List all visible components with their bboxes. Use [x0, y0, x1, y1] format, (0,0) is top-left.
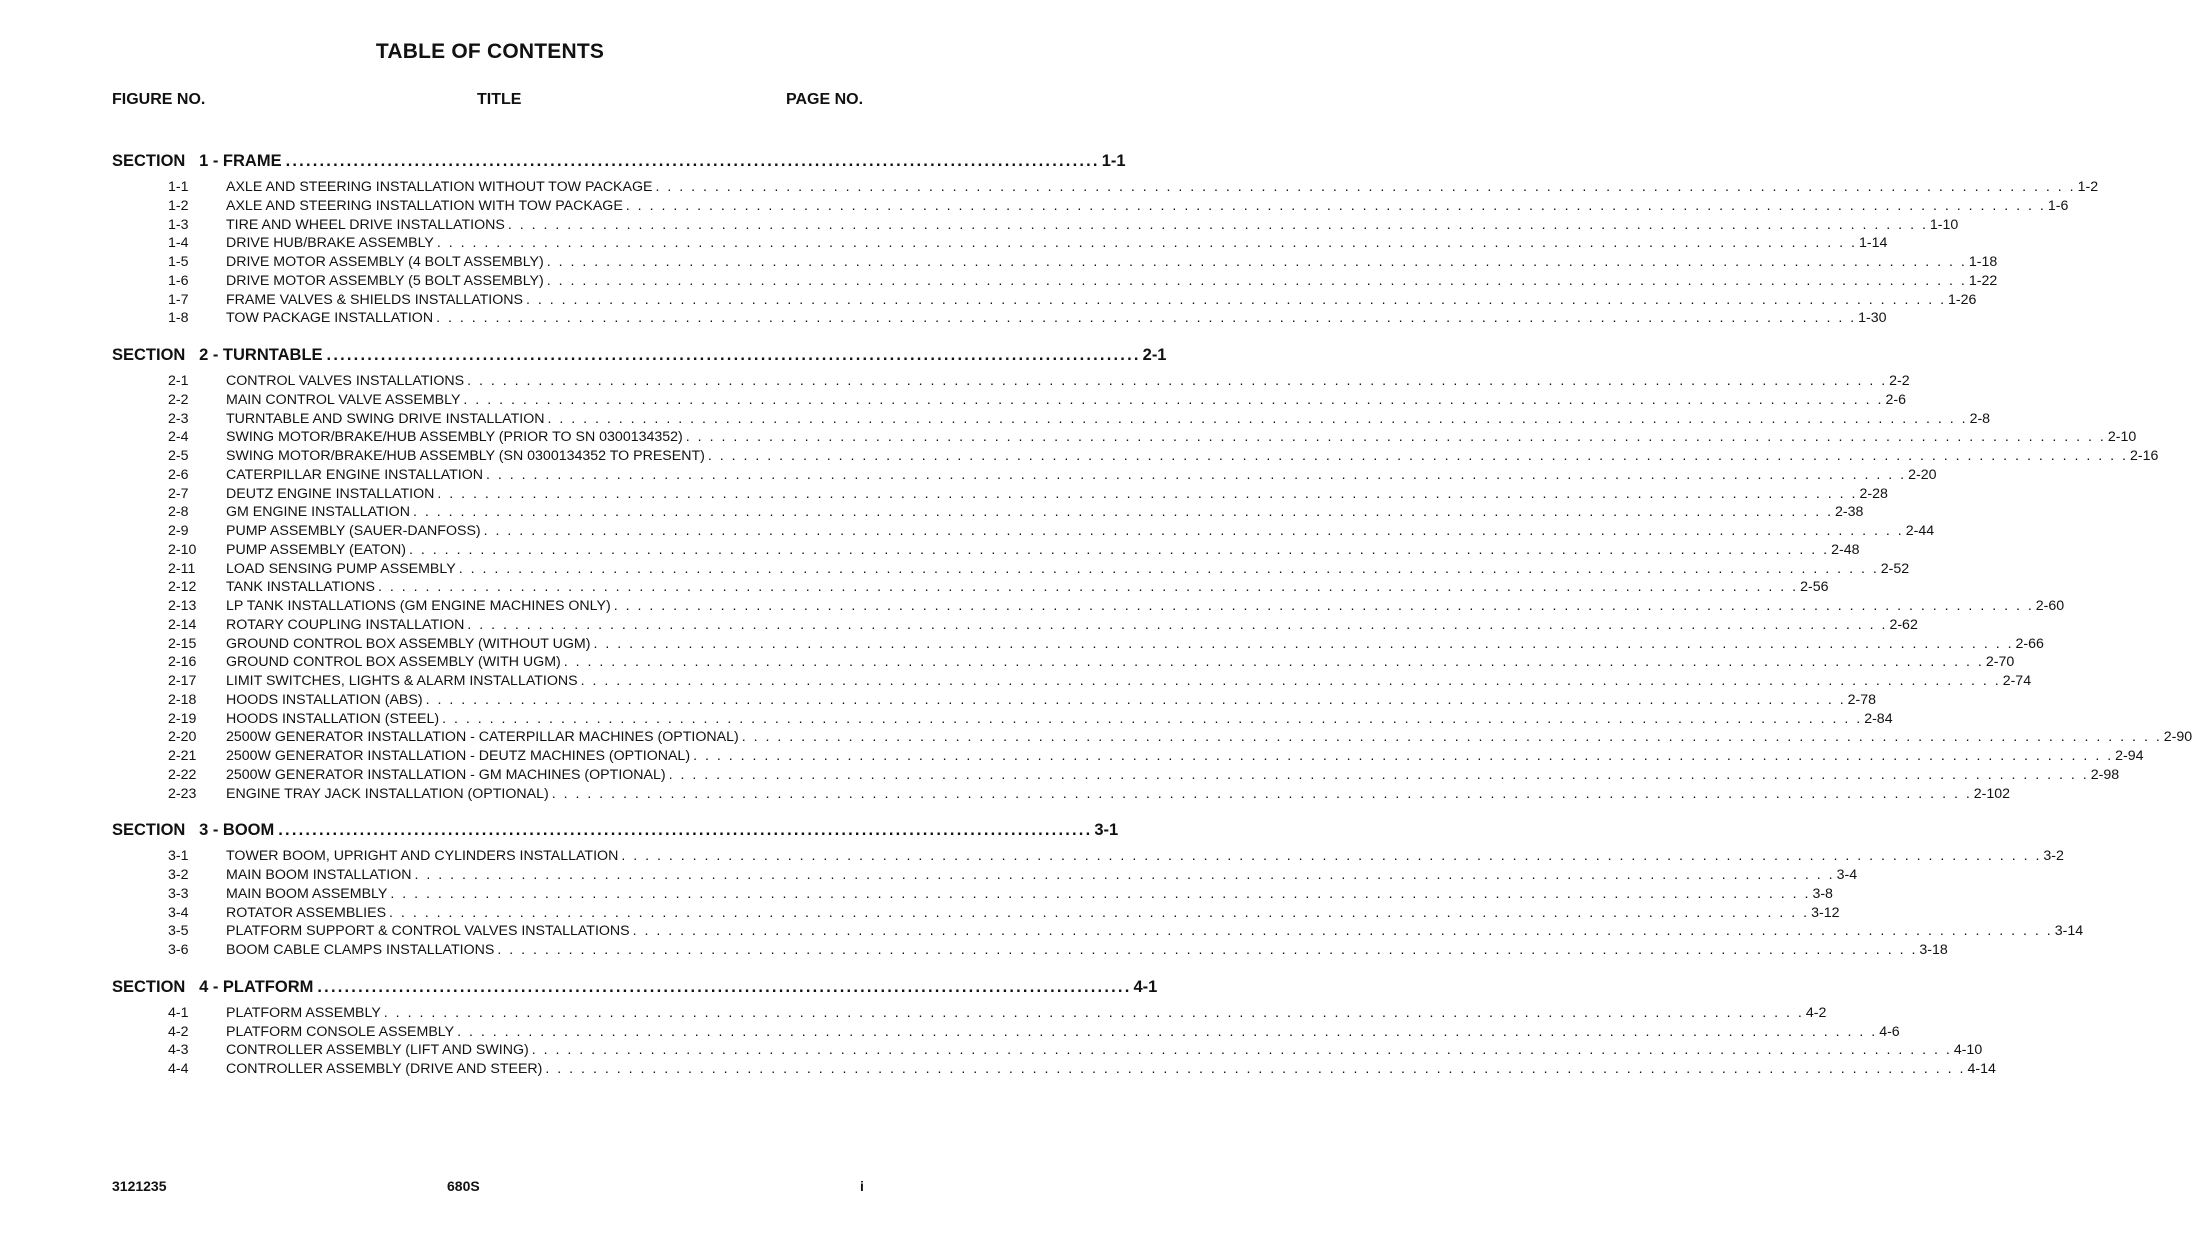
footer-model: 680S: [447, 1178, 480, 1194]
entry-title: MAIN CONTROL VALVE ASSEMBLY: [226, 391, 461, 408]
entry-page: 3-18: [1919, 942, 1948, 958]
entry-page: 2-2: [1889, 373, 1910, 389]
toc-entry[interactable]: [112, 766, 2120, 786]
section-heading[interactable]: [112, 346, 1167, 368]
figure-number: 2-20: [168, 729, 197, 746]
dot-leader: . . . . . . . . . . . . . . . . . . . . . . . . . . . . . . . . . . . . . . . . . . . . . . . . . . . . . . . . . . . . . . . . . . . . . . . . . . . . . . . . . . . . . . . . . . . . . . . . . . . . . . . . . . . . . . . . . . . . . . . .: [457, 1023, 1878, 1040]
entry-title: DEUTZ ENGINE INSTALLATION: [226, 485, 435, 502]
entry-page: 4-2: [1805, 1004, 1827, 1021]
entry-page: 2-98: [2090, 766, 2120, 783]
dot-leader: . . . . . . . . . . . . . . . . . . . . . . . . . . . . . . . . . . . . . . . . . . . . . . . . . . . . . . . . . . . . . . . . . . . . . . . . . . . . . . . . . . . . . . . . . . . . . . . . . . . . . . . . . . . . . . . . . . . . . . . .: [436, 310, 1857, 327]
toc-entry[interactable]: [112, 785, 2011, 805]
entry-page: 2-28: [1859, 485, 1888, 502]
dot-leader: . . . . . . . . . . . . . . . . . . . . . . . . . . . . . . . . . . . . . . . . . . . . . . . . . . . . . . . . . . . . . . . . . . . . . . . . . . . . . . . . . . . . . . . . . . . . . . . . . . . . . . . . . . . . . . . . . . . . . . . .: [378, 579, 1799, 596]
dot-leader: . . . . . . . . . . . . . . . . . . . . . . . . . . . . . . . . . . . . . . . . . . . . . . . . . . . . . . . . . . . . . . . . . . . . . . . . . . . . . . . . . . . . . . . . . . . . . . . . . . . . . . . . . . . . . . . . . . . . . . . .: [707, 448, 2128, 464]
entry-title: TOWER BOOM, UPRIGHT AND CYLINDERS INSTALLATION: [226, 848, 619, 865]
section-entries: [112, 848, 2084, 961]
dot-leader: . . . . . . . . . . . . . . . . . . . . . . . . . . . . . . . . . . . . . . . . . . . . . . . . . . . . . . . . . . . . . . . . . . . . . . . . . . . . . . . . . . . . . . . . . . . . . . . . . . . . . . . . . . . . . . . . . . . . . . . .: [486, 466, 1907, 483]
toc-entry[interactable]: [112, 1061, 1996, 1080]
toc-entry[interactable]: [112, 560, 1910, 580]
dot-leader: . . . . . . . . . . . . . . . . . . . . . . . . . . . . . . . . . . . . . . . . . . . . . . . . . . . . . . . . . . . . . . . . . . . . . . . . . . . . . . . . . . . . . . . . . . . . . . . . . . . . . . . . . . . . . . . . . . . . . . . .: [546, 254, 1967, 270]
entry-page: 3-14: [2054, 923, 2084, 940]
dot-leader: . . . . . . . . . . . . . . . . . . . . . . . . . . . . . . . . . . . . . . . . . . . . . . . . . . . . . . . . . . . . . . . . . . . . . . . . . . . . . . . . . . . . . . . . . . . . . . . . . . . . . . . . . . . . . . . . . . . . . . . .: [625, 197, 2046, 214]
entry-title: DRIVE MOTOR ASSEMBLY (5 BOLT ASSEMBLY): [226, 272, 544, 289]
dot-leader: . . . . . . . . . . . . . . . . . . . . . . . . . . . . . . . . . . . . . . . . . . . . . . . . . . . . . . . . . . . . . . . . . . . . . . . . . . . . . . . . . . . . . . . . . . . . . . . . . . . . . . . . . . . . . . . . . . . . . . . .: [621, 848, 2042, 865]
figure-number: 2-9: [168, 523, 189, 539]
toc-entry[interactable]: [112, 635, 2044, 655]
figure-number: 1-1: [168, 179, 189, 195]
toc-entry[interactable]: [112, 254, 1998, 273]
entry-title: ROTARY COUPLING INSTALLATION: [226, 616, 465, 633]
toc-entry[interactable]: [112, 654, 2015, 673]
figure-number: 2-2: [168, 391, 189, 408]
entry-page: 2-20: [1908, 466, 1937, 483]
section-entries: [112, 179, 2099, 329]
entry-page: 2-60: [2035, 598, 2065, 614]
entry-title: PUMP ASSEMBLY (EATON): [226, 541, 407, 558]
section-page: 4-1: [1133, 977, 1158, 996]
entry-title: HOODS INSTALLATION (ABS): [226, 691, 423, 708]
figure-number: 2-22: [168, 766, 197, 783]
entry-page: 1-26: [1948, 291, 1977, 308]
entry-title: SWING MOTOR/BRAKE/HUB ASSEMBLY (SN 0300134352 TO PRESENT): [226, 448, 705, 464]
dot-leader: ........................................................................................................................: [278, 821, 1093, 840]
entry-title: TIRE AND WHEEL DRIVE INSTALLATIONS: [226, 216, 505, 233]
entry-title: AXLE AND STEERING INSTALLATION WITH TOW PACKAGE: [226, 197, 623, 214]
entry-page: 4-10: [1953, 1042, 1983, 1059]
figure-number: 3-6: [168, 942, 189, 958]
entry-title: HOODS INSTALLATION (STEEL): [226, 710, 440, 727]
toc-entry[interactable]: [112, 1042, 1983, 1061]
entry-title: TURNTABLE AND SWING DRIVE INSTALLATION: [226, 410, 545, 427]
column-header-page: PAGE NO.: [786, 91, 864, 108]
section-heading[interactable]: [112, 821, 1119, 843]
toc-entry[interactable]: [112, 523, 1935, 542]
footer-doc-number: 3121235: [112, 1178, 167, 1194]
dot-leader: . . . . . . . . . . . . . . . . . . . . . . . . . . . . . . . . . . . . . . . . . . . . . . . . . . . . . . . . . . . . . . . . . . . . . . . . . . . . . . . . . . . . . . . . . . . . . . . . . . . . . . . . . . . . . . . . . . . . . . . .: [412, 504, 1834, 521]
figure-number: 2-6: [168, 466, 189, 483]
dot-leader: . . . . . . . . . . . . . . . . . . . . . . . . . . . . . . . . . . . . . . . . . . . . . . . . . . . . . . . . . . . . . . . . . . . . . . . . . . . . . . . . . . . . . . . . . . . . . . . . . . . . . . . . . . . . . . . . . . . . . . . .: [437, 485, 1858, 502]
figure-number: 2-3: [168, 410, 189, 427]
toc-entry[interactable]: [112, 216, 1959, 236]
dot-leader: . . . . . . . . . . . . . . . . . . . . . . . . . . . . . . . . . . . . . . . . . . . . . . . . . . . . . . . . . . . . . . . . . . . . . . . . . . . . . . . . . . . . . . . . . . . . . . . . . . . . . . . . . . . . . . . . . . . . . . . .: [497, 942, 1918, 958]
entry-page: 2-78: [1847, 691, 1877, 708]
entry-page: 2-16: [2129, 448, 2159, 464]
entry-page: 3-4: [1836, 867, 1858, 883]
figure-number: 2-18: [168, 691, 197, 708]
entry-title: CONTROLLER ASSEMBLY (DRIVE AND STEER): [226, 1061, 543, 1077]
entry-title: PLATFORM SUPPORT & CONTROL VALVES INSTALLATIONS: [226, 923, 630, 940]
dot-leader: . . . . . . . . . . . . . . . . . . . . . . . . . . . . . . . . . . . . . . . . . . . . . . . . . . . . . . . . . . . . . . . . . . . . . . . . . . . . . . . . . . . . . . . . . . . . . . . . . . . . . . . . . . . . . . . . . . . . . . . .: [483, 523, 1904, 539]
entry-title: GROUND CONTROL BOX ASSEMBLY (WITH UGM): [226, 654, 561, 671]
entry-page: 2-66: [2015, 635, 2044, 652]
entry-title: GM ENGINE INSTALLATION: [226, 504, 410, 521]
figure-number: 2-5: [168, 448, 189, 464]
figure-number: 1-2: [168, 197, 189, 214]
dot-leader: . . . . . . . . . . . . . . . . . . . . . . . . . . . . . . . . . . . . . . . . . . . . . . . . . . . . . . . . . . . . . . . . . . . . . . . . . . . . . . . . . . . . . . . . . . . . . . . . . . . . . . . . . . . . . . . . . . . . . . . .: [463, 391, 1884, 408]
dot-leader: . . . . . . . . . . . . . . . . . . . . . . . . . . . . . . . . . . . . . . . . . . . . . . . . . . . . . . . . . . . . . . . . . . . . . . . . . . . . . . . . . . . . . . . . . . . . . . . . . . . . . . . . . . . . . . . . . . . . . . . .: [525, 291, 1947, 308]
dot-leader: . . . . . . . . . . . . . . . . . . . . . . . . . . . . . . . . . . . . . . . . . . . . . . . . . . . . . . . . . . . . . . . . . . . . . . . . . . . . . . . . . . . . . . . . . . . . . . . . . . . . . . . . . . . . . . . . . . . . . . . .: [551, 785, 1972, 802]
dot-leader: . . . . . . . . . . . . . . . . . . . . . . . . . . . . . . . . . . . . . . . . . . . . . . . . . . . . . . . . . . . . . . . . . . . . . . . . . . . . . . . . . . . . . . . . . . . . . . . . . . . . . . . . . . . . . . . . . . . . . . . .: [425, 691, 1846, 708]
figure-number: 4-1: [168, 1004, 189, 1021]
toc-entry[interactable]: [112, 235, 1888, 254]
dot-leader: . . . . . . . . . . . . . . . . . . . . . . . . . . . . . . . . . . . . . . . . . . . . . . . . . . . . . . . . . . . . . . . . . . . . . . . . . . . . . . . . . . . . . . . . . . . . . . . . . . . . . . . . . . . . . . . . . . . . . . . .: [613, 598, 2034, 614]
dot-leader: . . . . . . . . . . . . . . . . . . . . . . . . . . . . . . . . . . . . . . . . . . . . . . . . . . . . . . . . . . . . . . . . . . . . . . . . . . . . . . . . . . . . . . . . . . . . . . . . . . . . . . . . . . . . . . . . . . . . . . . .: [531, 1042, 1952, 1059]
entry-page: 1-14: [1858, 235, 1888, 252]
entry-page: 3-12: [1811, 904, 1840, 921]
dot-leader: . . . . . . . . . . . . . . . . . . . . . . . . . . . . . . . . . . . . . . . . . . . . . . . . . . . . . . . . . . . . . . . . . . . . . . . . . . . . . . . . . . . . . . . . . . . . . . . . . . . . . . . . . . . . . . . . . . . . . . . .: [580, 673, 2001, 689]
entry-page: 1-22: [1968, 272, 1998, 289]
dot-leader: . . . . . . . . . . . . . . . . . . . . . . . . . . . . . . . . . . . . . . . . . . . . . . . . . . . . . . . . . . . . . . . . . . . . . . . . . . . . . . . . . . . . . . . . . . . . . . . . . . . . . . . . . . . . . . . . . . . . . . . .: [409, 541, 1830, 558]
entry-page: 3-8: [1812, 885, 1833, 902]
entry-title: PLATFORM ASSEMBLY: [226, 1004, 381, 1021]
entry-page: 2-102: [1973, 785, 2011, 802]
entry-title: CONTROLLER ASSEMBLY (LIFT AND SWING): [226, 1042, 529, 1059]
figure-number: 4-2: [168, 1023, 189, 1040]
figure-number: 2-7: [168, 485, 189, 502]
toc-entry[interactable]: [112, 410, 1991, 430]
toc-entry[interactable]: [112, 729, 2193, 748]
toc-entry[interactable]: [112, 485, 1888, 505]
entry-page: 4-6: [1879, 1023, 1900, 1040]
entry-page: 2-70: [1985, 654, 2015, 671]
dot-leader: . . . . . . . . . . . . . . . . . . . . . . . . . . . . . . . . . . . . . . . . . . . . . . . . . . . . . . . . . . . . . . . . . . . . . . . . . . . . . . . . . . . . . . . . . . . . . . . . . . . . . . . . . . . . . . . . . . . . . . . .: [436, 235, 1857, 252]
entry-title: PUMP ASSEMBLY (SAUER-DANFOSS): [226, 523, 481, 539]
toc-entry[interactable]: [112, 598, 2065, 617]
entry-page: 2-38: [1835, 504, 1864, 521]
figure-number: 1-7: [168, 291, 189, 308]
dot-leader: . . . . . . . . . . . . . . . . . . . . . . . . . . . . . . . . . . . . . . . . . . . . . . . . . . . . . . . . . . . . . . . . . . . . . . . . . . . . . . . . . . . . . . . . . . . . . . . . . . . . . . . . . . . . . . . . . . . . . . . .: [467, 373, 1888, 389]
entry-title: 2500W GENERATOR INSTALLATION - CATERPILLAR MACHINES (OPTIONAL): [226, 729, 739, 746]
toc-entry[interactable]: [112, 848, 2064, 867]
entry-page: 2-94: [2115, 748, 2144, 764]
figure-number: 3-5: [168, 923, 189, 940]
entry-title: TANK INSTALLATIONS: [226, 579, 375, 596]
toc-entry[interactable]: [112, 1023, 1900, 1043]
section-label: SECTION 4 - PLATFORM: [112, 977, 314, 996]
entry-title: FRAME VALVES & SHIELDS INSTALLATIONS: [226, 291, 523, 308]
entry-title: SWING MOTOR/BRAKE/HUB ASSEMBLY (PRIOR TO SN 0300134352): [226, 429, 683, 446]
figure-number: 2-12: [168, 579, 197, 596]
entry-title: TOW PACKAGE INSTALLATION: [226, 310, 434, 327]
toc-entry[interactable]: [112, 429, 2137, 448]
entry-title: ROTATOR ASSEMBLIES: [226, 904, 387, 921]
dot-leader: . . . . . . . . . . . . . . . . . . . . . . . . . . . . . . . . . . . . . . . . . . . . . . . . . . . . . . . . . . . . . . . . . . . . . . . . . . . . . . . . . . . . . . . . . . . . . . . . . . . . . . . . . . . . . . . . . . . . . . . .: [547, 410, 1968, 427]
toc-entry[interactable]: [112, 541, 1860, 561]
dot-leader: . . . . . . . . . . . . . . . . . . . . . . . . . . . . . . . . . . . . . . . . . . . . . . . . . . . . . . . . . . . . . . . . . . . . . . . . . . . . . . . . . . . . . . . . . . . . . . . . . . . . . . . . . . . . . . . . . . . . . . . .: [655, 179, 2076, 195]
entry-page: 2-52: [1880, 560, 1910, 577]
entry-page: 2-48: [1831, 541, 1860, 558]
figure-number: 1-5: [168, 254, 189, 270]
entry-title: MAIN BOOM INSTALLATION: [226, 867, 412, 883]
toc-entry[interactable]: [112, 867, 1858, 886]
dot-leader: . . . . . . . . . . . . . . . . . . . . . . . . . . . . . . . . . . . . . . . . . . . . . . . . . . . . . . . . . . . . . . . . . . . . . . . . . . . . . . . . . . . . . . . . . . . . . . . . . . . . . . . . . . . . . . . . . . . . . . . .: [414, 867, 1835, 883]
dot-leader: . . . . . . . . . . . . . . . . . . . . . . . . . . . . . . . . . . . . . . . . . . . . . . . . . . . . . . . . . . . . . . . . . . . . . . . . . . . . . . . . . . . . . . . . . . . . . . . . . . . . . . . . . . . . . . . . . . . . . . . .: [632, 923, 2053, 940]
section-entries: [112, 373, 2193, 804]
entry-title: CATERPILLAR ENGINE INSTALLATION: [226, 466, 484, 483]
dot-leader: ........................................................................................................................: [326, 346, 1141, 364]
dot-leader: . . . . . . . . . . . . . . . . . . . . . . . . . . . . . . . . . . . . . . . . . . . . . . . . . . . . . . . . . . . . . . . . . . . . . . . . . . . . . . . . . . . . . . . . . . . . . . . . . . . . . . . . . . . . . . . . . . . . . . . .: [507, 216, 1928, 233]
figure-number: 3-1: [168, 848, 189, 865]
toc-entry[interactable]: [112, 448, 2159, 467]
entry-title: LP TANK INSTALLATIONS (GM ENGINE MACHINES ONLY): [226, 598, 611, 614]
dot-leader: . . . . . . . . . . . . . . . . . . . . . . . . . . . . . . . . . . . . . . . . . . . . . . . . . . . . . . . . . . . . . . . . . . . . . . . . . . . . . . . . . . . . . . . . . . . . . . . . . . . . . . . . . . . . . . . . . . . . . . . .: [741, 729, 2162, 746]
dot-leader: . . . . . . . . . . . . . . . . . . . . . . . . . . . . . . . . . . . . . . . . . . . . . . . . . . . . . . . . . . . . . . . . . . . . . . . . . . . . . . . . . . . . . . . . . . . . . . . . . . . . . . . . . . . . . . . . . . . . . . . .: [458, 560, 1879, 577]
toc-entry[interactable]: [112, 673, 2032, 692]
table-of-contents: [112, 152, 2193, 1097]
entry-page: 2-62: [1889, 616, 1918, 633]
entry-title: DRIVE HUB/BRAKE ASSEMBLY: [226, 235, 434, 252]
entry-page: 1-2: [2077, 179, 2099, 195]
entry-page: 1-10: [1929, 216, 1959, 233]
toc-entry[interactable]: [112, 373, 1910, 392]
entry-page: 2-74: [2002, 673, 2032, 689]
toc-entry[interactable]: [112, 197, 2069, 217]
dot-leader: . . . . . . . . . . . . . . . . . . . . . . . . . . . . . . . . . . . . . . . . . . . . . . . . . . . . . . . . . . . . . . . . . . . . . . . . . . . . . . . . . . . . . . . . . . . . . . . . . . . . . . . . . . . . . . . . . . . . . . . .: [685, 429, 2106, 446]
figure-number: 2-16: [168, 654, 197, 671]
toc-entry[interactable]: [112, 272, 1998, 292]
dot-leader: . . . . . . . . . . . . . . . . . . . . . . . . . . . . . . . . . . . . . . . . . . . . . . . . . . . . . . . . . . . . . . . . . . . . . . . . . . . . . . . . . . . . . . . . . . . . . . . . . . . . . . . . . . . . . . . . . . . . . . . .: [593, 635, 2014, 652]
entry-title: AXLE AND STEERING INSTALLATION WITHOUT TOW PACKAGE: [226, 179, 653, 195]
entry-page: 2-8: [1969, 410, 1991, 427]
figure-number: 2-10: [168, 541, 197, 558]
dot-leader: . . . . . . . . . . . . . . . . . . . . . . . . . . . . . . . . . . . . . . . . . . . . . . . . . . . . . . . . . . . . . . . . . . . . . . . . . . . . . . . . . . . . . . . . . . . . . . . . . . . . . . . . . . . . . . . . . . . . . . . .: [693, 748, 2114, 764]
column-header-title: TITLE: [477, 91, 522, 108]
toc-entry[interactable]: [112, 904, 1840, 924]
toc-entry[interactable]: [112, 942, 1948, 961]
entry-title: LOAD SENSING PUMP ASSEMBLY: [226, 560, 456, 577]
dot-leader: . . . . . . . . . . . . . . . . . . . . . . . . . . . . . . . . . . . . . . . . . . . . . . . . . . . . . . . . . . . . . . . . . . . . . . . . . . . . . . . . . . . . . . . . . . . . . . . . . . . . . . . . . . . . . . . . . . . . . . . .: [390, 885, 1811, 902]
entry-title: MAIN BOOM ASSEMBLY: [226, 885, 388, 902]
entry-title: CONTROL VALVES INSTALLATIONS: [226, 373, 465, 389]
dot-leader: ........................................................................................................................: [285, 152, 1100, 170]
figure-number: 4-3: [168, 1042, 189, 1059]
dot-leader: . . . . . . . . . . . . . . . . . . . . . . . . . . . . . . . . . . . . . . . . . . . . . . . . . . . . . . . . . . . . . . . . . . . . . . . . . . . . . . . . . . . . . . . . . . . . . . . . . . . . . . . . . . . . . . . . . . . . . . . .: [545, 1061, 1966, 1077]
section-page: 2-1: [1142, 346, 1167, 364]
toc-entry[interactable]: [112, 466, 1937, 486]
dot-leader: . . . . . . . . . . . . . . . . . . . . . . . . . . . . . . . . . . . . . . . . . . . . . . . . . . . . . . . . . . . . . . . . . . . . . . . . . . . . . . . . . . . . . . . . . . . . . . . . . . . . . . . . . . . . . . . . . . . . . . . .: [546, 272, 1967, 289]
figure-number: 1-8: [168, 310, 189, 327]
dot-leader: . . . . . . . . . . . . . . . . . . . . . . . . . . . . . . . . . . . . . . . . . . . . . . . . . . . . . . . . . . . . . . . . . . . . . . . . . . . . . . . . . . . . . . . . . . . . . . . . . . . . . . . . . . . . . . . . . . . . . . . .: [563, 654, 1984, 671]
entry-page: 2-90: [2163, 729, 2193, 746]
toc-entry[interactable]: [112, 179, 2099, 198]
entry-page: 2-56: [1800, 579, 1829, 596]
toc-entry[interactable]: [112, 391, 1907, 411]
figure-number: 2-15: [168, 635, 197, 652]
dot-leader: . . . . . . . . . . . . . . . . . . . . . . . . . . . . . . . . . . . . . . . . . . . . . . . . . . . . . . . . . . . . . . . . . . . . . . . . . . . . . . . . . . . . . . . . . . . . . . . . . . . . . . . . . . . . . . . . . . . . . . . .: [668, 766, 2089, 783]
toc-entry[interactable]: [112, 691, 1877, 711]
entry-page: 2-84: [1864, 710, 1893, 727]
page-title: TABLE OF CONTENTS: [375, 40, 605, 63]
figure-number: 1-4: [168, 235, 189, 252]
dot-leader: . . . . . . . . . . . . . . . . . . . . . . . . . . . . . . . . . . . . . . . . . . . . . . . . . . . . . . . . . . . . . . . . . . . . . . . . . . . . . . . . . . . . . . . . . . . . . . . . . . . . . . . . . . . . . . . . . . . . . . . .: [442, 710, 1863, 727]
figure-number: 2-11: [168, 560, 196, 577]
dot-leader: ........................................................................................................................: [317, 977, 1132, 996]
toc-entry[interactable]: [112, 923, 2084, 942]
entry-page: 2-44: [1905, 523, 1935, 539]
entry-title: ENGINE TRAY JACK INSTALLATION (OPTIONAL): [226, 785, 549, 802]
column-header-figure: FIGURE NO.: [112, 91, 206, 108]
toc-entry[interactable]: [112, 579, 1829, 598]
entry-title: BOOM CABLE CLAMPS INSTALLATIONS: [226, 942, 495, 958]
toc-entry[interactable]: [112, 310, 1887, 329]
entry-page: 2-10: [2107, 429, 2137, 446]
dot-leader: . . . . . . . . . . . . . . . . . . . . . . . . . . . . . . . . . . . . . . . . . . . . . . . . . . . . . . . . . . . . . . . . . . . . . . . . . . . . . . . . . . . . . . . . . . . . . . . . . . . . . . . . . . . . . . . . . . . . . . . .: [389, 904, 1810, 921]
section-label: SECTION 3 - BOOM: [112, 821, 275, 840]
toc-entry[interactable]: [112, 885, 1833, 905]
entry-page: 3-2: [2043, 848, 2064, 865]
entry-title: PLATFORM CONSOLE ASSEMBLY: [226, 1023, 455, 1040]
entry-title: GROUND CONTROL BOX ASSEMBLY (WITHOUT UGM): [226, 635, 591, 652]
dot-leader: . . . . . . . . . . . . . . . . . . . . . . . . . . . . . . . . . . . . . . . . . . . . . . . . . . . . . . . . . . . . . . . . . . . . . . . . . . . . . . . . . . . . . . . . . . . . . . . . . . . . . . . . . . . . . . . . . . . . . . . .: [383, 1004, 1804, 1021]
figure-number: 3-2: [168, 867, 189, 883]
figure-number: 1-3: [168, 216, 189, 233]
dot-leader: . . . . . . . . . . . . . . . . . . . . . . . . . . . . . . . . . . . . . . . . . . . . . . . . . . . . . . . . . . . . . . . . . . . . . . . . . . . . . . . . . . . . . . . . . . . . . . . . . . . . . . . . . . . . . . . . . . . . . . . .: [467, 616, 1888, 633]
entry-title: 2500W GENERATOR INSTALLATION - GM MACHINES (OPTIONAL): [226, 766, 666, 783]
section-heading[interactable]: [112, 977, 1158, 1000]
entry-title: LIMIT SWITCHES, LIGHTS & ALARM INSTALLATIONS: [226, 673, 578, 689]
figure-number: 3-4: [168, 904, 189, 921]
entry-title: DRIVE MOTOR ASSEMBLY (4 BOLT ASSEMBLY): [226, 254, 544, 270]
figure-number: 2-8: [168, 504, 189, 521]
section-page: 1-1: [1101, 152, 1126, 170]
section-label: SECTION 2 - TURNTABLE: [112, 346, 323, 364]
figure-number: 2-1: [168, 373, 189, 389]
figure-number: 3-3: [168, 885, 189, 902]
figure-number: 2-23: [168, 785, 197, 802]
entry-page: 4-14: [1967, 1061, 1996, 1077]
toc-entry[interactable]: [112, 504, 1864, 523]
entry-page: 1-30: [1858, 310, 1887, 327]
figure-number: 2-19: [168, 710, 197, 727]
footer-page-number: i: [860, 1178, 864, 1194]
toc-entry[interactable]: [112, 291, 1977, 311]
figure-number: 2-13: [168, 598, 197, 614]
section-entries: [112, 1004, 1996, 1080]
toc-entry[interactable]: [112, 1004, 1827, 1024]
figure-number: 1-6: [168, 272, 189, 289]
entry-page: 1-18: [1968, 254, 1998, 270]
entry-page: 2-6: [1885, 391, 1907, 408]
figure-number: 4-4: [168, 1061, 189, 1077]
section-page: 3-1: [1094, 821, 1119, 840]
toc-entry[interactable]: [112, 710, 1893, 730]
figure-number: 2-14: [168, 616, 197, 633]
toc-entry[interactable]: [112, 748, 2144, 767]
figure-number: 2-4: [168, 429, 189, 446]
figure-number: 2-21: [168, 748, 197, 764]
figure-number: 2-17: [168, 673, 197, 689]
section-label: SECTION 1 - FRAME: [112, 152, 282, 170]
toc-entry[interactable]: [112, 616, 1918, 636]
section-heading[interactable]: [112, 152, 1126, 174]
entry-title: 2500W GENERATOR INSTALLATION - DEUTZ MACHINES (OPTIONAL): [226, 748, 691, 764]
entry-page: 1-6: [2047, 197, 2069, 214]
